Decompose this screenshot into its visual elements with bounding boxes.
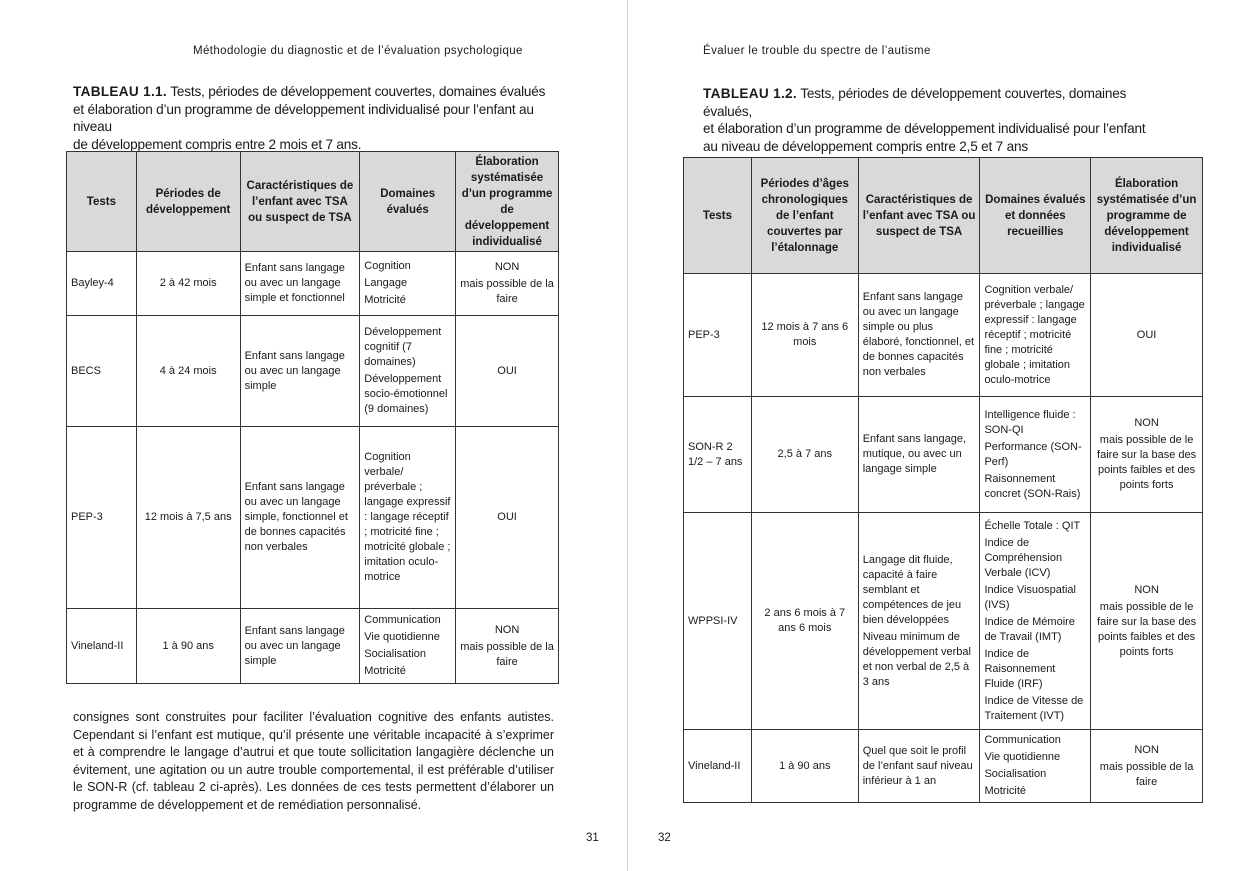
col-header-tests: Tests — [684, 158, 752, 274]
domain-item: Indice Visuospatial (IVS) — [984, 583, 1076, 611]
domain-item: Indice de Vitesse de Traitement (IVT) — [984, 694, 1084, 722]
cell-characteristics: Enfant sans langage ou avec un langage simple — [240, 316, 360, 427]
domain-item: Développement socio-émotionnel (9 domaines) — [364, 373, 448, 415]
cell-test: Vineland-II — [684, 730, 752, 803]
table-row — [684, 274, 1203, 397]
program-status: NON — [1134, 583, 1159, 596]
col-header-domains: Domaines évalués et données recueillies — [980, 158, 1091, 274]
cell-period: 1 à 90 ans — [136, 609, 240, 684]
left-running-header: Méthodologie du diagnostic et de l’évaluation psychologique — [193, 45, 523, 57]
cell-domains — [980, 730, 1091, 803]
cell-domains — [360, 609, 456, 684]
program-note: mais possible de la faire — [460, 640, 554, 668]
cell-characteristics — [858, 513, 980, 730]
domain-item: Communication — [984, 734, 1061, 746]
domain-item: Intelligence fluide : SON-QI — [984, 408, 1076, 436]
domain-item: Développement cognitif (7 domaines) — [364, 326, 442, 368]
cell-period: 4 à 24 mois — [136, 316, 240, 427]
cell-program — [1091, 513, 1203, 730]
table-2-caption-line-1: Tests, périodes de développement couvertes, domaines évalués, — [703, 86, 1127, 119]
table-1-caption — [73, 83, 563, 153]
col-header-periods: Périodes de développement — [136, 152, 240, 252]
cell-test: PEP-3 — [67, 427, 137, 609]
cell-domains — [980, 397, 1091, 513]
cell-test: WPPSI-IV — [684, 513, 752, 730]
domain-item: Indice de Mémoire de Travail (IMT) — [984, 615, 1075, 643]
cell-domains — [360, 316, 456, 427]
cell-test: Bayley-4 — [67, 252, 137, 316]
col-header-program: Élaboration systématisée d’un programme de développement individualisé — [456, 152, 559, 252]
program-note: mais possible de le faire sur la base des points faibles et des points forts — [1097, 434, 1197, 491]
col-header-tests: Tests — [67, 152, 137, 252]
table-row — [684, 397, 1203, 513]
cell-domains — [360, 252, 456, 316]
page-number-right: 32 — [658, 832, 671, 844]
cell-test: BECS — [67, 316, 137, 427]
domain-item: Socialisation — [364, 648, 427, 660]
cell-test: PEP-3 — [684, 274, 752, 397]
program-status: NON — [1134, 743, 1159, 756]
table-1-caption-line-2: et élaboration d’un programme de développement individualisé pour l’enfant au niveau — [73, 101, 534, 134]
col-header-domains: Domaines évalués — [360, 152, 456, 252]
col-header-characteristics: Caractéristiques de l’enfant avec TSA ou suspect de TSA — [240, 152, 360, 252]
characteristic-item: Niveau minimum de développement verbal et non verbal de 2,5 à 3 ans — [862, 630, 971, 688]
cell-period: 12 mois à 7,5 ans — [136, 427, 240, 609]
cell-program — [1091, 730, 1203, 803]
table-2-label: TABLEAU 1.2. — [703, 86, 797, 101]
domain-item: Motricité — [364, 294, 406, 306]
table-2-caption — [703, 85, 1163, 155]
program-note: mais possible de la faire — [1099, 760, 1194, 788]
table-2-caption-line-2: et élaboration d’un programme de développement individualisé pour l’enfant — [703, 121, 1146, 136]
cell-program — [1091, 397, 1203, 513]
domain-item: Vie quotidienne — [364, 631, 440, 643]
table-row — [67, 252, 559, 316]
domain-item: Indice de Raisonnement Fluide (IRF) — [984, 647, 1056, 690]
program-status: NON — [494, 623, 520, 636]
col-header-age-periods: Périodes d’âges chronologiques de l’enfant couvertes par l’étalonnage — [751, 158, 858, 274]
cell-period: 2,5 à 7 ans — [751, 397, 858, 513]
cell-characteristics: Enfant sans langage ou avec un langage simple et fonctionnel — [240, 252, 360, 316]
cell-domains: Cognition verbale/ préverbale ; langage expressif : langage réceptif ; motricité fine ; motricité globale ; imitation oculo-motrice — [360, 427, 456, 609]
right-running-header: Évaluer le trouble du spectre de l’autisme — [703, 45, 931, 57]
table-row — [684, 730, 1203, 803]
domain-item: Performance (SON-Perf) — [984, 440, 1082, 468]
table-row — [67, 316, 559, 427]
domain-item: Cognition — [364, 260, 411, 272]
cell-program: OUI — [456, 427, 559, 609]
cell-test: Vineland-II — [67, 609, 137, 684]
characteristic-item: Langage dit fluide, capacité à faire semblant et compétences de jeu bien développées — [862, 553, 962, 626]
program-status: NON — [1134, 417, 1159, 429]
table-1-label: TABLEAU 1.1. — [73, 84, 167, 99]
cell-characteristics: Enfant sans langage ou avec un langage simple, fonctionnel et de bonnes capacités non verbales — [240, 427, 360, 609]
domain-item: Motricité — [984, 785, 1026, 797]
table-1 — [66, 151, 559, 684]
table-1-caption-line-3: de développement compris entre 2 mois et 7 ans. — [73, 136, 362, 152]
cell-period: 2 à 42 mois — [136, 252, 240, 316]
table-row — [67, 609, 559, 684]
cell-period: 1 à 90 ans — [751, 730, 858, 803]
cell-characteristics: Enfant sans langage, mutique, ou avec un langage simple — [858, 397, 980, 513]
cell-program: OUI — [456, 316, 559, 427]
cell-characteristics: Quel que soit le profil de l’enfant sauf niveau inférieur à 1 an — [858, 730, 980, 803]
table-2-caption-line-3: au niveau de développement compris entre 2,5 et 7 ans — [703, 138, 1028, 154]
domain-item: Langage — [364, 277, 408, 289]
domain-item: Échelle Totale : QIT — [984, 519, 1081, 532]
domain-item: Motricité — [364, 665, 406, 677]
domain-item: Raisonnement concret (SON-Rais) — [984, 472, 1081, 500]
table-row — [684, 513, 1203, 730]
cell-domains — [980, 513, 1091, 730]
body-paragraph: consignes sont construites pour faciliter l’évaluation cognitive des enfants autistes. Cependant si l’enfant est mutique, qu’il présente une véritable incapacité à s’exprimer et à comprendre le langage d’autrui et que toute sollicitation langagière déclenche un évitement, une agitation ou un autre trouble comportemental, il est préférable d’utiliser le SON-R (cf. tableau 2 ci-après). Les données de ces tests permettent d’élaborer un programme de développement et de remédiation personnalisé. — [73, 710, 554, 812]
page-number-left: 31 — [586, 832, 599, 844]
cell-characteristics: Enfant sans langage ou avec un langage simple — [240, 609, 360, 684]
table-1-caption-line-1: Tests, périodes de développement couvertes, domaines évalués — [170, 84, 546, 99]
program-note: mais possible de le faire sur la base des points faibles et des points forts — [1097, 600, 1197, 658]
cell-characteristics: Enfant sans langage ou avec un langage simple ou plus élaboré, fonctionnel, et de bonnes capacités non verbales — [858, 274, 980, 397]
cell-period: 12 mois à 7 ans 6 mois — [751, 274, 858, 397]
cell-program: OUI — [1091, 274, 1203, 397]
cell-test: SON-R 2 1/2 – 7 ans — [684, 397, 752, 513]
table-2 — [683, 157, 1203, 803]
cell-domains: Cognition verbale/ préverbale ; langage expressif : langage réceptif ; motricité fine ; motricité globale ; imitation oculo-motrice — [980, 274, 1091, 397]
cell-program — [456, 609, 559, 684]
domain-item: Socialisation — [984, 768, 1047, 780]
table-2-header-row — [684, 158, 1203, 274]
table-row — [67, 427, 559, 609]
program-note: mais possible de la faire — [460, 278, 554, 305]
domain-item: Vie quotidienne — [984, 751, 1061, 763]
table-1-header-row — [67, 152, 559, 252]
cell-period: 2 ans 6 mois à 7 ans 6 mois — [751, 513, 858, 730]
col-header-program: Élaboration systématisée d’un programme de développement individualisé — [1091, 158, 1203, 274]
page-gutter — [627, 0, 628, 871]
domain-item: Communication — [364, 614, 441, 626]
cell-program — [456, 252, 559, 316]
domain-item: Indice de Compréhension Verbale (ICV) — [984, 536, 1063, 579]
program-status: NON — [494, 261, 520, 273]
col-header-characteristics: Caractéristiques de l’enfant avec TSA ou suspect de TSA — [858, 158, 980, 274]
